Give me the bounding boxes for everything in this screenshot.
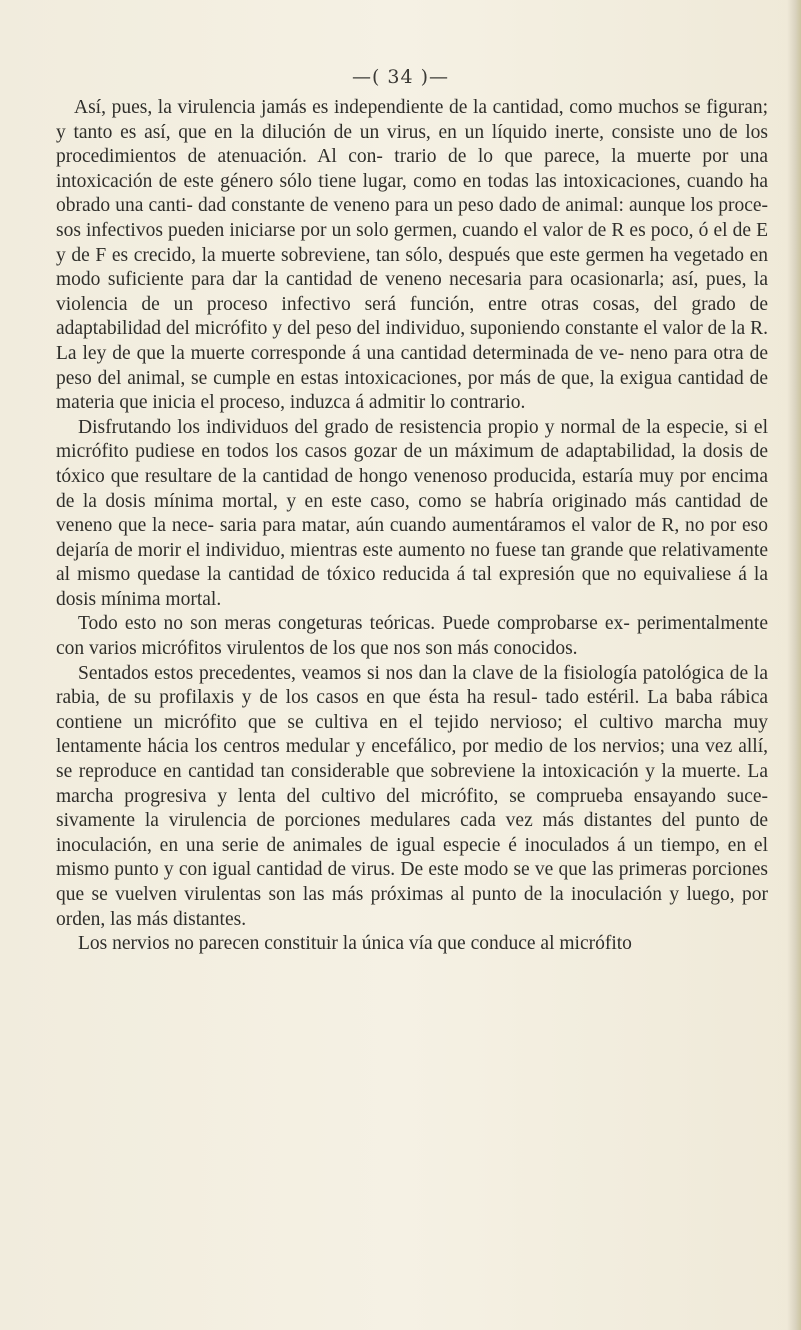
- page-edge-shadow: [787, 0, 801, 1330]
- paragraph: Disfrutando los individuos del grado de resistencia propio y normal de la especie, si el micrófito pudiese en todos los casos gozar de un máximum de adaptabilidad, la dosis de tóxico que resultare de la cantidad de hongo venenoso producida, estaría muy por encima de la dosis mínima mortal, y en este caso, como se habría originado más cantidad de veneno que la nece- saria para matar, aún cuando aumentáramos el valor de R, no por eso dejaría de morir el individuo, mientras este aumento no fuese tan grande que relativamente al mismo quedase la cantidad de tóxico reducida á tal expresión que no equivaliese á la dosis mínima mortal.: [56, 416, 768, 610]
- paragraph: Sentados estos precedentes, veamos si nos dan la clave de la fisiología patológica de la rabia, de su profilaxis y de los casos en que ésta ha resul- tado estéril. La baba rábica contiene un micrófito que se cultiva en el tejido nervioso; el cultivo marcha muy lentamente hácia los centros medular y encefálico, por medio de los nervios; una vez allí, se reproduce en cantidad tan considerable que sobreviene la intoxicación y la muerte. La marcha progresiva y lenta del cultivo del micrófito, se comprueba ensayando suce- sivamente la virulencia de porciones medulares cada vez más distantes del punto de inoculación, en una serie de animales de igual especie é inoculados á un tiempo, en el mismo punto y con igual cantidad de virus. De este modo se ve que las primeras porciones que se vuelven virulentas son las más próximas al punto de la inoculación y luego, por orden, las más distantes.: [56, 662, 768, 930]
- page-number: —( 34 )—: [351, 66, 450, 88]
- paragraph: Todo esto no son meras congeturas teóricas. Puede comprobarse ex- perimentalmente con varios micrófitos virulentos de los que nos son más conocidos.: [56, 613, 768, 660]
- paragraph: Así, pues, la virulencia jamás es independiente de la cantidad, como muchos se figuran; y tanto es así, que en la dilución de un virus, en un líquido inerte, consiste uno de los procedimientos de atenuación. Al con- trario de lo que parece, la muerte por una intoxicación de este género sólo tiene lugar, como en todas las intoxicaciones, cuando ha obrado una canti- dad constante de veneno para un peso dado de animal: aunque los proce- sos infectivos pueden iniciarse por un solo germen, cuando el valor de R es poco, ó el de E y de F es crecido, la muerte sobreviene, tan sólo, después que este germen ha vegetado en modo suficiente para dar la cantidad de veneno necesaria para ocasionarla; así, pues, la violencia de un proceso infectivo será función, entre otras cosas, del grado de adaptabilidad del micrófito y del peso del individuo, suponiendo constante el valor de la R. La ley de que la muerte corresponde á una cantidad determinada de ve- neno para otra de peso del animal, se cumple en estas intoxicaciones, por más de que, la exigua cantidad de materia que inicia el proceso, induzca á admitir lo contrario.: [56, 97, 768, 414]
- body-text: [56, 96, 768, 957]
- paragraph: Los nervios no parecen constituir la única vía que conduce al micrófito: [78, 933, 632, 955]
